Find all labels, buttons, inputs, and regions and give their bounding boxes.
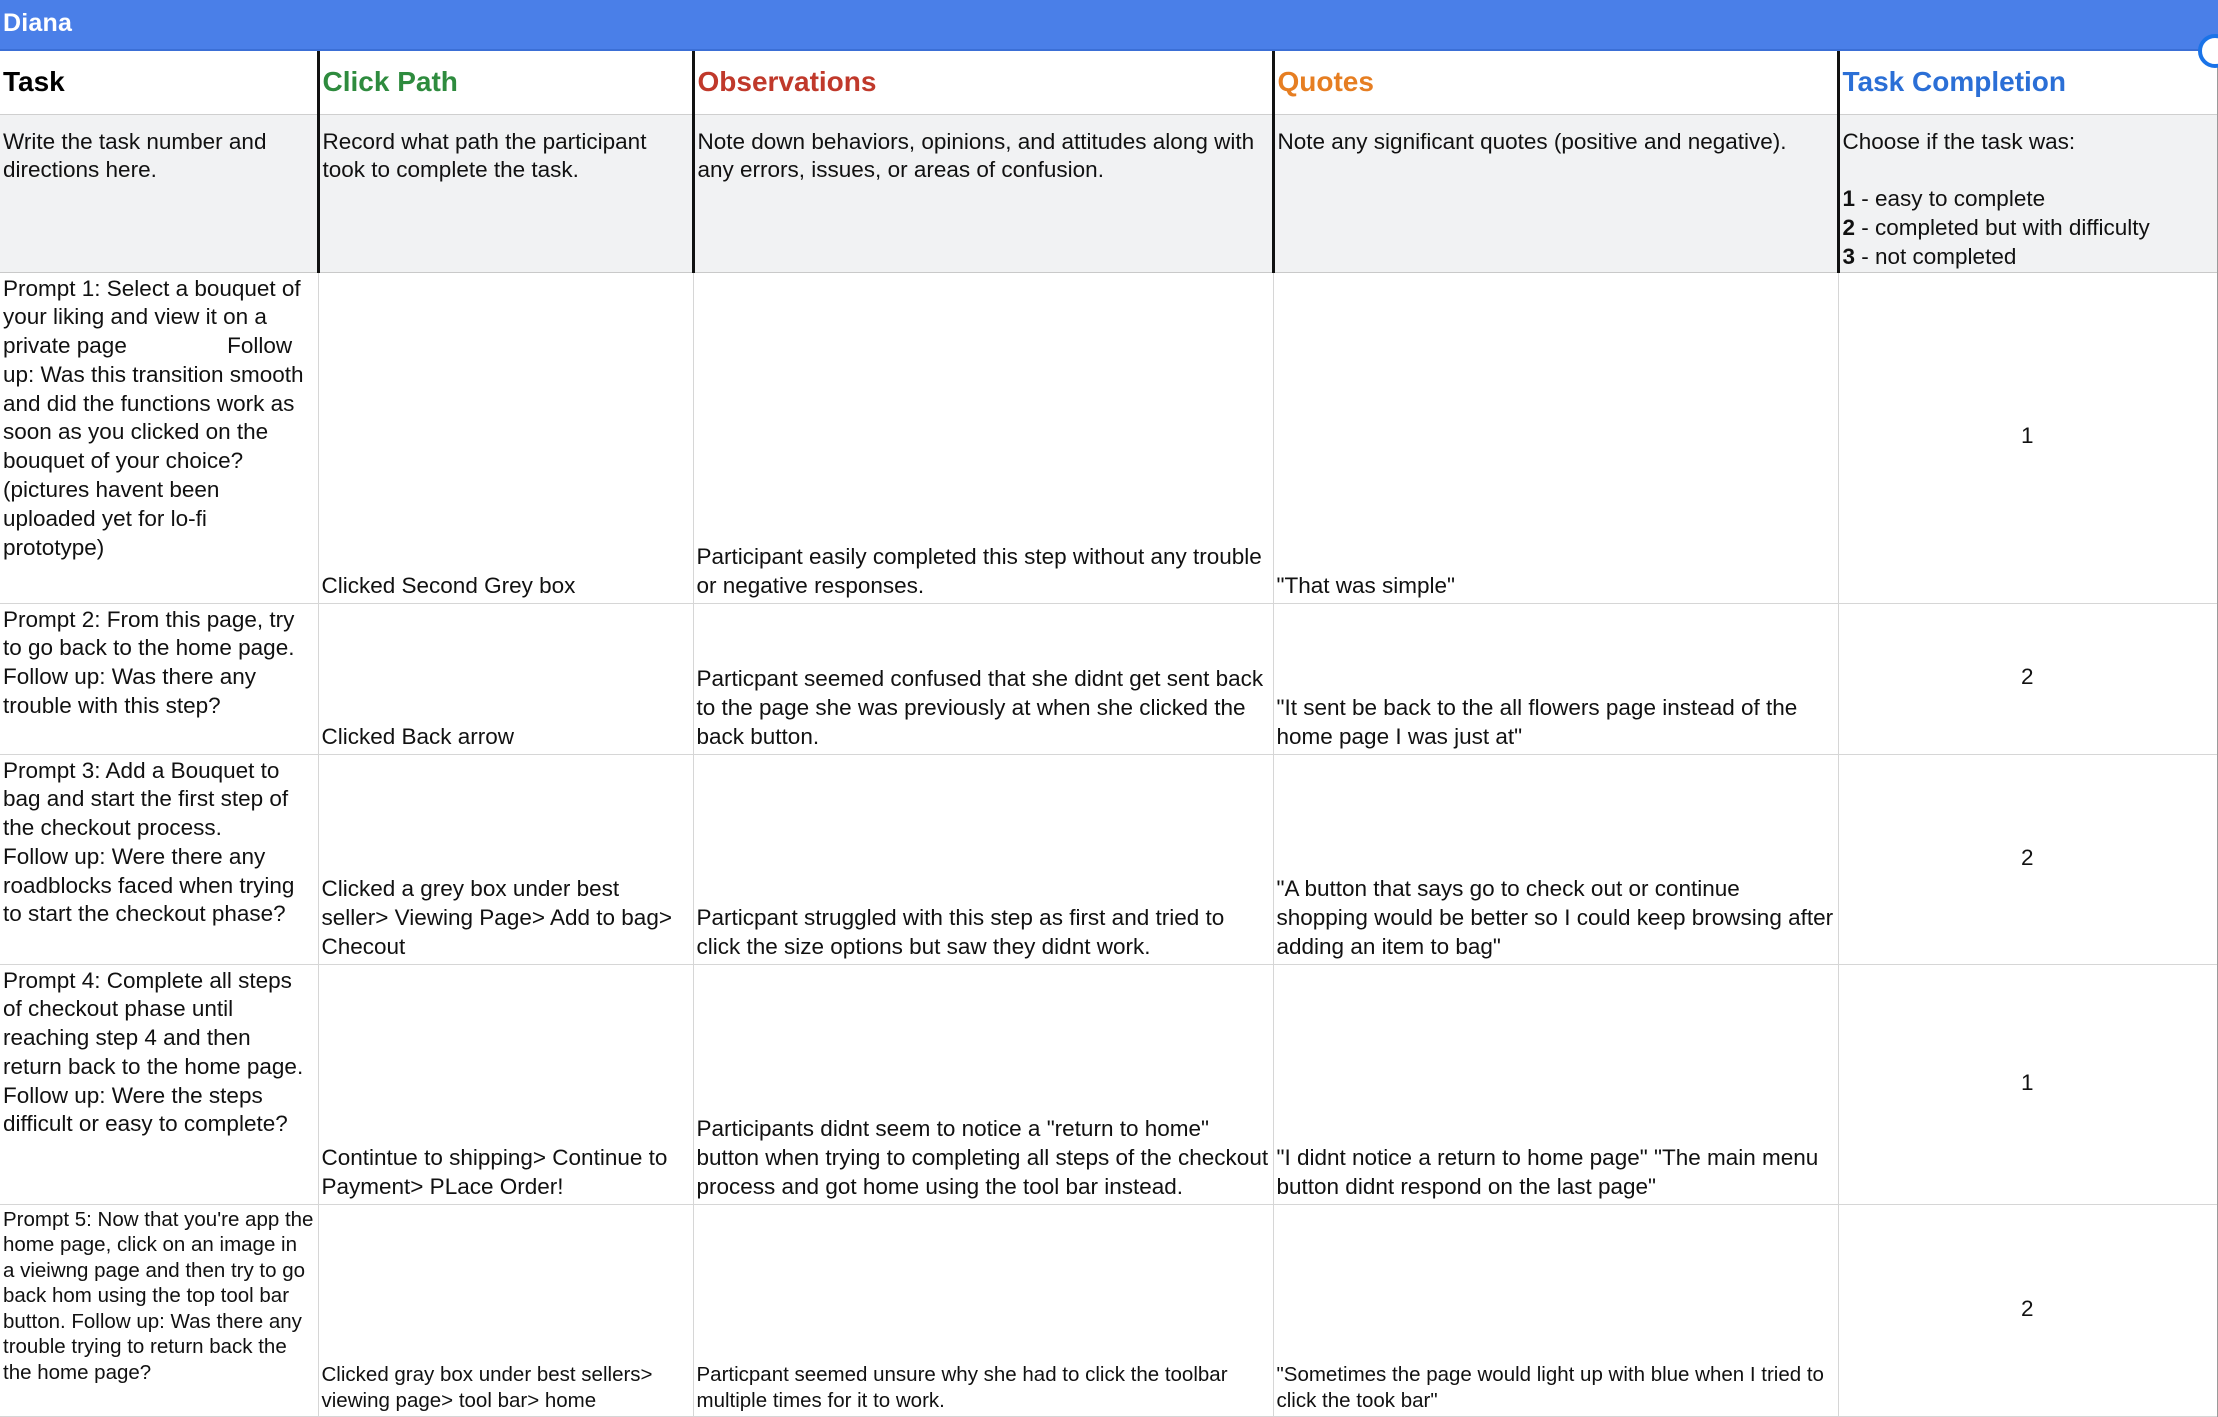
follow-up-text: Follow up: Was this transition smooth and did the functions work as soon as you clicked on the bouquet of your choice? (pictures havent been uploaded yet for lo-fi prototype) — [3, 333, 304, 560]
completion-cell[interactable]: 2 — [1838, 754, 2218, 964]
quotes-cell[interactable]: "A button that says go to check out or continue shopping would be better so I could keep browsing after adding an item to bag" — [1273, 754, 1838, 964]
follow-up-text: Follow up: Were the steps difficult or easy to complete? — [3, 1082, 288, 1137]
click-path-cell[interactable]: Contintue to shipping> Continue to Payment> PLace Order! — [318, 964, 693, 1204]
sheet-title[interactable]: Diana — [3, 9, 73, 37]
table-row — [0, 272, 2218, 603]
completion-cell[interactable]: 2 — [1838, 603, 2218, 754]
desc-task-completion[interactable] — [1838, 114, 2218, 272]
header-task[interactable]: Task — [0, 51, 318, 114]
prompt-text: Prompt 4: Complete all steps of checkout phase until reaching step 4 and then return back to the home page. — [3, 967, 304, 1079]
click-path-cell[interactable]: Clicked gray box under best sellers> viewing page> tool bar> home — [318, 1204, 693, 1416]
desc-quotes[interactable]: Note any significant quotes (positive and negative). — [1273, 114, 1838, 272]
follow-up-text: Follow up: Were there any roadblocks faced when trying to start the checkout phase? — [3, 843, 295, 927]
prompt-text: Prompt 2: From this page, try to go back to the home page. — [3, 606, 295, 661]
completion-intro: Choose if the task was: — [1842, 128, 2076, 154]
table-row — [0, 1204, 2218, 1416]
indent — [133, 333, 227, 358]
header-observations[interactable]: Observations — [693, 51, 1273, 114]
table-row — [0, 964, 2218, 1204]
task-cell[interactable] — [0, 272, 318, 603]
quotes-cell[interactable]: "That was simple" — [1273, 272, 1838, 603]
header-click-path[interactable]: Click Path — [318, 51, 693, 114]
header-task-completion[interactable]: Task Completion — [1838, 51, 2218, 114]
table-row — [0, 603, 2218, 754]
task-cell[interactable] — [0, 754, 318, 964]
quotes-cell[interactable]: "It sent be back to the all flowers page instead of the home page I was just at" — [1273, 603, 1838, 754]
completion-option: 2 - completed but with difficulty — [1842, 214, 2150, 240]
prompt-text: Prompt 3: Add a Bouquet to bag and start the first step of the checkout process. — [3, 757, 289, 841]
sheet-title-bar — [0, 0, 2218, 51]
follow-up-text: Follow up: Was there any trouble with this step? — [3, 664, 257, 718]
desc-observations[interactable]: Note down behaviors, opinions, and attitudes along with any errors, issues, or areas of confusion. — [693, 114, 1273, 272]
completion-cell[interactable]: 1 — [1838, 964, 2218, 1204]
desc-task[interactable]: Write the task number and directions here. — [0, 114, 318, 272]
completion-option: 3 - not completed — [1842, 243, 2017, 269]
desc-click-path[interactable]: Record what path the participant took to complete the task. — [318, 114, 693, 272]
header-quotes[interactable]: Quotes — [1273, 51, 1838, 114]
completion-cell[interactable]: 2 — [1838, 1204, 2218, 1416]
observations-cell[interactable]: Particpant seemed unsure why she had to click the toolbar multiple times for it to work. — [693, 1204, 1273, 1416]
completion-spacer — [1843, 156, 2214, 185]
task-cell[interactable] — [0, 603, 318, 754]
indent — [303, 1054, 318, 1079]
task-cell[interactable] — [0, 1204, 318, 1416]
prompt-text: Prompt 1: Select a bouquet of your liking and view it on a private page — [3, 275, 301, 359]
click-path-cell[interactable]: Clicked Back arrow — [318, 603, 693, 754]
quotes-cell[interactable]: "Sometimes the page would light up with blue when I tried to click the took bar" — [1273, 1204, 1838, 1416]
header-row — [0, 51, 2218, 114]
observations-cell[interactable]: Particpant seemed confused that she didnt get sent back to the page she was previously at when she clicked the back button. — [693, 603, 1273, 754]
task-cell[interactable] — [0, 964, 318, 1204]
click-path-cell[interactable]: Clicked Second Grey box — [318, 272, 693, 603]
completion-cell[interactable]: 1 — [1838, 272, 2218, 603]
usability-study-table — [0, 51, 2218, 1417]
indent — [294, 635, 318, 660]
description-row — [0, 114, 2218, 272]
click-path-cell[interactable]: Clicked a grey box under best seller> Viewing Page> Add to bag> Checout — [318, 754, 693, 964]
completion-option: 1 - easy to complete — [1842, 186, 2046, 212]
prompt-text: Prompt 5: Now that you're app the home page, click on an image in a vieiwng page and then try to go back hom using the top tool bar button. Follow up: Was there any trouble trying to return back the the home page? — [3, 1207, 314, 1385]
observations-cell[interactable]: Participant easily completed this step without any trouble or negative responses. — [693, 272, 1273, 603]
table-row — [0, 754, 2218, 964]
quotes-cell[interactable]: "I didnt notice a return to home page" "The main menu button didnt respond on the last page" — [1273, 964, 1838, 1204]
observations-cell[interactable]: Participants didnt seem to notice a "return to home" button when trying to completing all steps of the checkout process and got home using the tool bar instead. — [693, 964, 1273, 1204]
indent — [222, 815, 316, 840]
observations-cell[interactable]: Particpant struggled with this step as first and tried to click the size options but saw they didnt work. — [693, 754, 1273, 964]
